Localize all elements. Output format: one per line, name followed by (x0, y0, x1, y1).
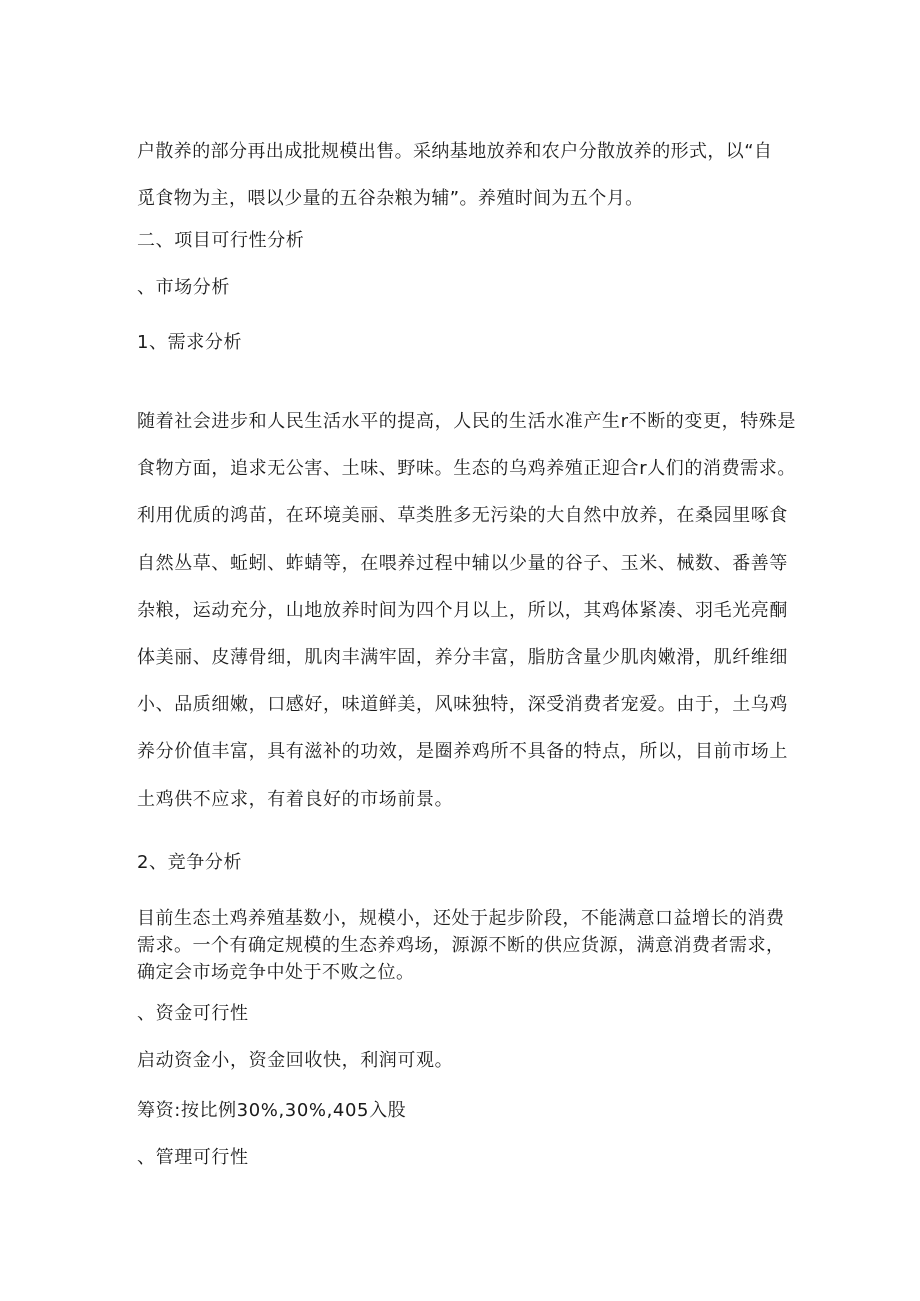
demand-line-7: 小、品质细嫩，口感好，味道鲜美，风味独特，深受消费者宠爱。由于，土乌鸡 (137, 694, 788, 716)
demand-line-5: 杂粮，运动充分，山地放养时间为四个月以上，所以，其鸡体紧凑、羽毛光亮酮 (137, 599, 788, 621)
competition-line-3: 确定会市场竞争中处于不败之位。 (137, 962, 415, 983)
opening-line-2: 觅食物为主，喂以少量的五谷杂粮为辅”。养殖时间为五个月。 (137, 188, 644, 209)
demand-paragraph (137, 398, 797, 823)
competition-line-1: 目前生态土鸡养殖基数小，规模小，还处于起步阶段，不能满意口益增长的消费 (137, 908, 785, 929)
competition-paragraph (137, 905, 797, 986)
management-feasibility-heading: 、管理可行性 (137, 1147, 249, 1168)
section-two-heading: 二、项目可行性分析 (137, 230, 305, 251)
opening-paragraph (137, 128, 797, 222)
financing-text: 筹资:按比例30%,30%,405入股 (137, 1100, 407, 1121)
competition-line-2: 需求。一个有确定规模的生态养鸡场，源源不断的供应货源，满意消费者需求， (137, 935, 785, 956)
demand-line-1: 随着社会进步和人民生活水平的提高，人民的生活水准产生r不断的变更，特殊是 (137, 411, 796, 432)
funding-text: 启动资金小，资金回收快，利润可观。 (137, 1050, 454, 1071)
demand-line-9: 土鸡供不应求，有着良好的市场前景。 (137, 788, 454, 810)
demand-line-6: 体美丽、皮薄骨细，肌肉丰满牢固，养分丰富，脂肪含量少肌肉嫩滑，肌纤维细 (137, 647, 788, 669)
funding-feasibility-heading: 、资金可行性 (137, 1003, 249, 1024)
demand-line-2: 食物方面，追求无公害、土味、野味。生态的乌鸡养殖正迎合r人们的消费需求。 (137, 458, 796, 480)
competition-analysis-heading: 2、竞争分析 (137, 852, 243, 873)
demand-line-4: 自然丛草、蚯蚓、蚱蜻等，在喂养过程中辅以少量的谷子、玉米、械数、番善等 (137, 552, 788, 574)
demand-line-3: 利用优质的鸿苗，在环境美丽、草类胜多无污染的大自然中放养，在桑园里啄食 (137, 505, 788, 527)
opening-line-1: 户散养的部分再出成批规模出售。采纳基地放养和农户分散放养的形式，以“自 (137, 141, 773, 162)
market-analysis-heading: 、市场分析 (137, 277, 230, 298)
demand-analysis-heading: 1、需求分析 (137, 332, 243, 353)
demand-line-8: 养分价值丰富，具有滋补的功效，是圈养鸡所不具备的特点，所以，目前市场上 (137, 741, 788, 763)
